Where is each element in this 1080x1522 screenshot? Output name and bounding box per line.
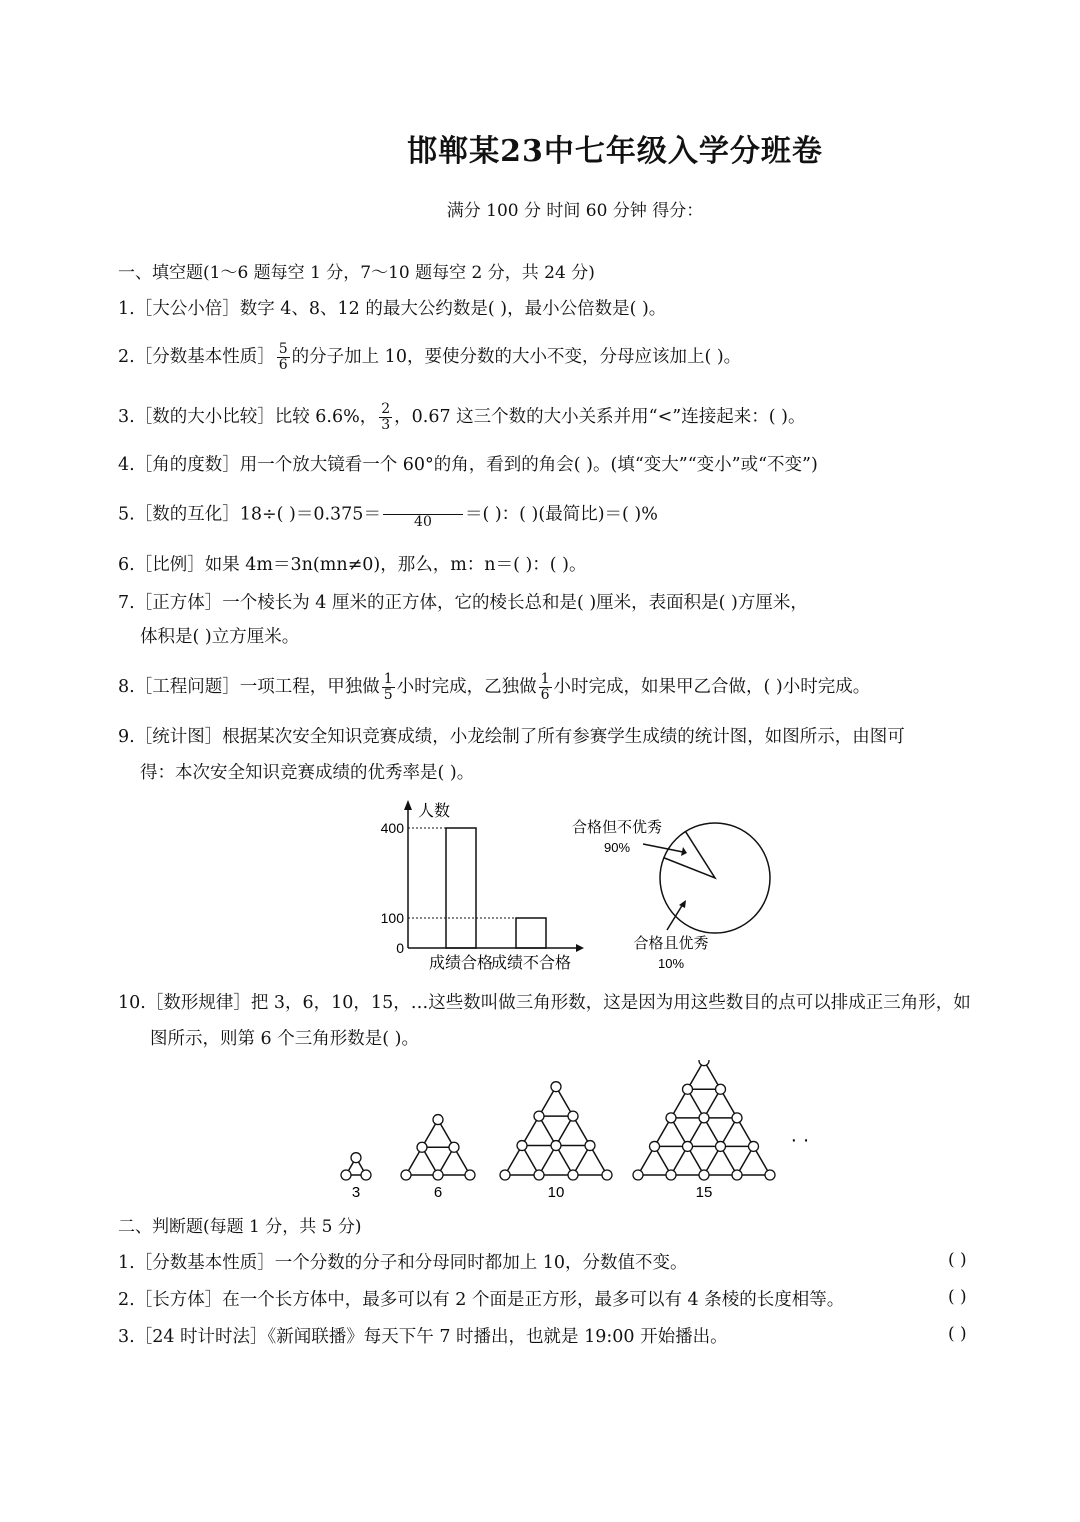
answer-parentheses: ( ) — [948, 1250, 967, 1270]
judge-question-3: 3.［24 时计时法］《新闻联播》每天下午 7 时播出，也就是 19:00 开始播出。 — [118, 1327, 728, 1347]
fraction-numerator-blank — [383, 500, 463, 515]
question-2-prefix: 2.［分数基本性质］ — [118, 347, 275, 367]
triangle-number-label: 3 — [351, 1184, 361, 1201]
triangle-dot — [534, 1111, 544, 1121]
triangle-dot — [551, 1141, 561, 1151]
triangle-dot — [351, 1153, 361, 1163]
pie-slice-boundary — [664, 832, 715, 878]
fraction-numerator: 5 — [278, 341, 288, 357]
question-2-suffix: 的分子加上 10，要使分数的大小不变，分母应该加上( )。 — [291, 347, 742, 367]
question-7-line2: 体积是( )立方厘米。 — [140, 627, 300, 647]
fraction — [277, 342, 290, 373]
triangle-dot — [517, 1141, 527, 1151]
fraction-denominator: 5 — [383, 687, 393, 703]
triangle-dot — [683, 1141, 693, 1151]
fraction-numerator: 1 — [383, 671, 393, 687]
question-9-line2: 得：本次安全知识竞赛成绩的优秀率是( )。 — [140, 763, 475, 783]
pie-value-label: 10% — [657, 956, 685, 971]
y-tick-label: 400 — [380, 820, 404, 836]
answer-parentheses: ( ) — [948, 1287, 967, 1307]
triangle-dot — [716, 1084, 726, 1094]
section1-heading: 一、填空题(1～6 题每空 1 分，7～10 题每空 2 分，共 24 分) — [118, 263, 595, 283]
triangle-dot — [500, 1170, 510, 1180]
triangle-dot — [699, 1060, 709, 1066]
section2-heading: 二、判断题(每题 1 分，共 5 分) — [118, 1217, 362, 1237]
triangle-dot — [650, 1141, 660, 1151]
question-8 — [118, 672, 870, 703]
triangle-number-figure — [633, 1060, 775, 1201]
triangle-dot — [551, 1082, 561, 1092]
triangle-numbers-figure — [320, 1060, 840, 1205]
exam-subtitle: 满分 100 分 时间 60 分钟 得分： — [446, 201, 704, 221]
y-axis-label: 人数 — [418, 803, 451, 820]
question-7-line1: 7.［正方体］一个棱长为 4 厘米的正方体，它的棱长总和是( )厘米，表面积是( )方厘米， — [118, 593, 808, 613]
question-5-prefix: 5.［数的互化］18÷( )＝0.375＝ — [118, 504, 381, 525]
fraction — [379, 402, 392, 433]
triangle-dot — [433, 1115, 443, 1125]
x-tick-label: 成绩不合格 — [490, 955, 572, 972]
question-10-line2: 图所示，则第 6 个三角形数是( )。 — [150, 1029, 419, 1049]
judge-question-1: 1.［分数基本性质］一个分数的分子和分母同时都加上 10，分数值不变。 — [118, 1253, 688, 1273]
y-tick-label: 0 — [396, 940, 404, 956]
question-9-line1: 9.［统计图］根据某次安全知识竞赛成绩，小龙绘制了所有参赛学生成绩的统计图，如图所示，由图可 — [118, 727, 905, 747]
fraction-denominator: 40 — [414, 514, 432, 530]
triangle-dot — [683, 1084, 693, 1094]
question-2 — [118, 342, 741, 373]
answer-parentheses: ( ) — [948, 1324, 967, 1344]
pie-value-label: 90% — [603, 840, 631, 855]
question-4: 4.［角的度数］用一个放大镜看一个 60°的角，看到的角会( )。(填“变大”“变小”或“不变”) — [118, 455, 818, 475]
triangle-dot — [341, 1170, 351, 1180]
question-8-part3: 小时完成，如果甲乙合做，( )小时完成。 — [553, 677, 871, 697]
triangle-dot — [433, 1170, 443, 1180]
triangle-dot — [401, 1170, 411, 1180]
triangle-number-label: 15 — [695, 1184, 713, 1201]
triangle-dot — [699, 1113, 709, 1123]
triangle-dot — [716, 1141, 726, 1151]
question-5 — [118, 500, 658, 530]
triangle-number-figure — [341, 1153, 371, 1201]
triangle-dot — [534, 1170, 544, 1180]
triangle-dot — [465, 1170, 475, 1180]
triangle-dot — [699, 1170, 709, 1180]
x-tick-label: 成绩合格 — [428, 955, 494, 972]
fraction-numerator: 2 — [381, 401, 391, 417]
triangle-dot — [732, 1170, 742, 1180]
triangle-dot — [361, 1170, 371, 1180]
triangle-dot — [568, 1170, 578, 1180]
triangle-number-label: 6 — [433, 1184, 443, 1201]
pie-pointer — [643, 844, 683, 852]
y-tick-label: 100 — [380, 910, 404, 926]
fraction — [382, 672, 395, 703]
triangle-number-label: 10 — [547, 1184, 565, 1201]
question-3 — [118, 402, 805, 433]
exam-title: 邯郸某23中七年级入学分班卷 — [407, 134, 823, 169]
triangle-dot — [765, 1170, 775, 1180]
fraction — [383, 500, 463, 530]
triangle-dot — [585, 1141, 595, 1151]
judge-question-2: 2.［长方体］在一个长方体中，最多可以有 2 个面是正方形，最多可以有 4 条棱的长度相等。 — [118, 1290, 845, 1310]
question-3-prefix: 3.［数的大小比较］比较 6.6%， — [118, 407, 378, 427]
triangle-dot — [449, 1142, 459, 1152]
triangle-dot — [732, 1113, 742, 1123]
triangle-dot — [633, 1170, 643, 1180]
fraction-denominator: 6 — [278, 357, 288, 373]
pie-chart — [555, 808, 785, 978]
bar — [446, 828, 476, 948]
question-8-part1: 8.［工程问题］一项工程，甲独做 — [118, 677, 380, 697]
triangle-dot — [749, 1141, 759, 1151]
triangle-dot — [417, 1142, 427, 1152]
triangle-dot — [602, 1170, 612, 1180]
pie-label: 合格且优秀 — [633, 935, 709, 952]
fraction-numerator: 1 — [540, 671, 550, 687]
triangle-dot — [568, 1111, 578, 1121]
triangle-dot — [666, 1113, 676, 1123]
triangle-number-figure — [500, 1082, 612, 1201]
bar — [516, 918, 546, 948]
triangle-number-figure — [401, 1115, 475, 1201]
fraction-denominator: 3 — [381, 417, 391, 433]
fraction-denominator: 6 — [540, 687, 550, 703]
question-8-part2: 小时完成，乙独做 — [396, 677, 537, 697]
fraction — [539, 672, 552, 703]
question-5-suffix: ＝( )：( )(最简比)＝( )% — [464, 504, 658, 525]
pie-label: 合格但不优秀 — [571, 819, 663, 836]
y-axis-arrow — [404, 800, 412, 810]
ellipsis: · · — [790, 1129, 810, 1151]
pie-pointer-arrowhead — [679, 900, 686, 908]
question-1: 1.［大公小倍］数字 4、8、12 的最大公约数是( )，最小公倍数是( )。 — [118, 299, 667, 319]
question-3-suffix: ，0.67 这三个数的大小关系并用“<”连接起来：( )。 — [394, 407, 806, 427]
triangle-dot — [666, 1170, 676, 1180]
question-10-line1: 10.［数形规律］把 3，6，10，15，…这些数叫做三角形数，这是因为用这些数目的点可以排成正三角形，如 — [118, 993, 971, 1013]
question-6: 6.［比例］如果 4m＝3n(mn≠0)，那么，m：n＝( )：( )。 — [118, 555, 587, 575]
